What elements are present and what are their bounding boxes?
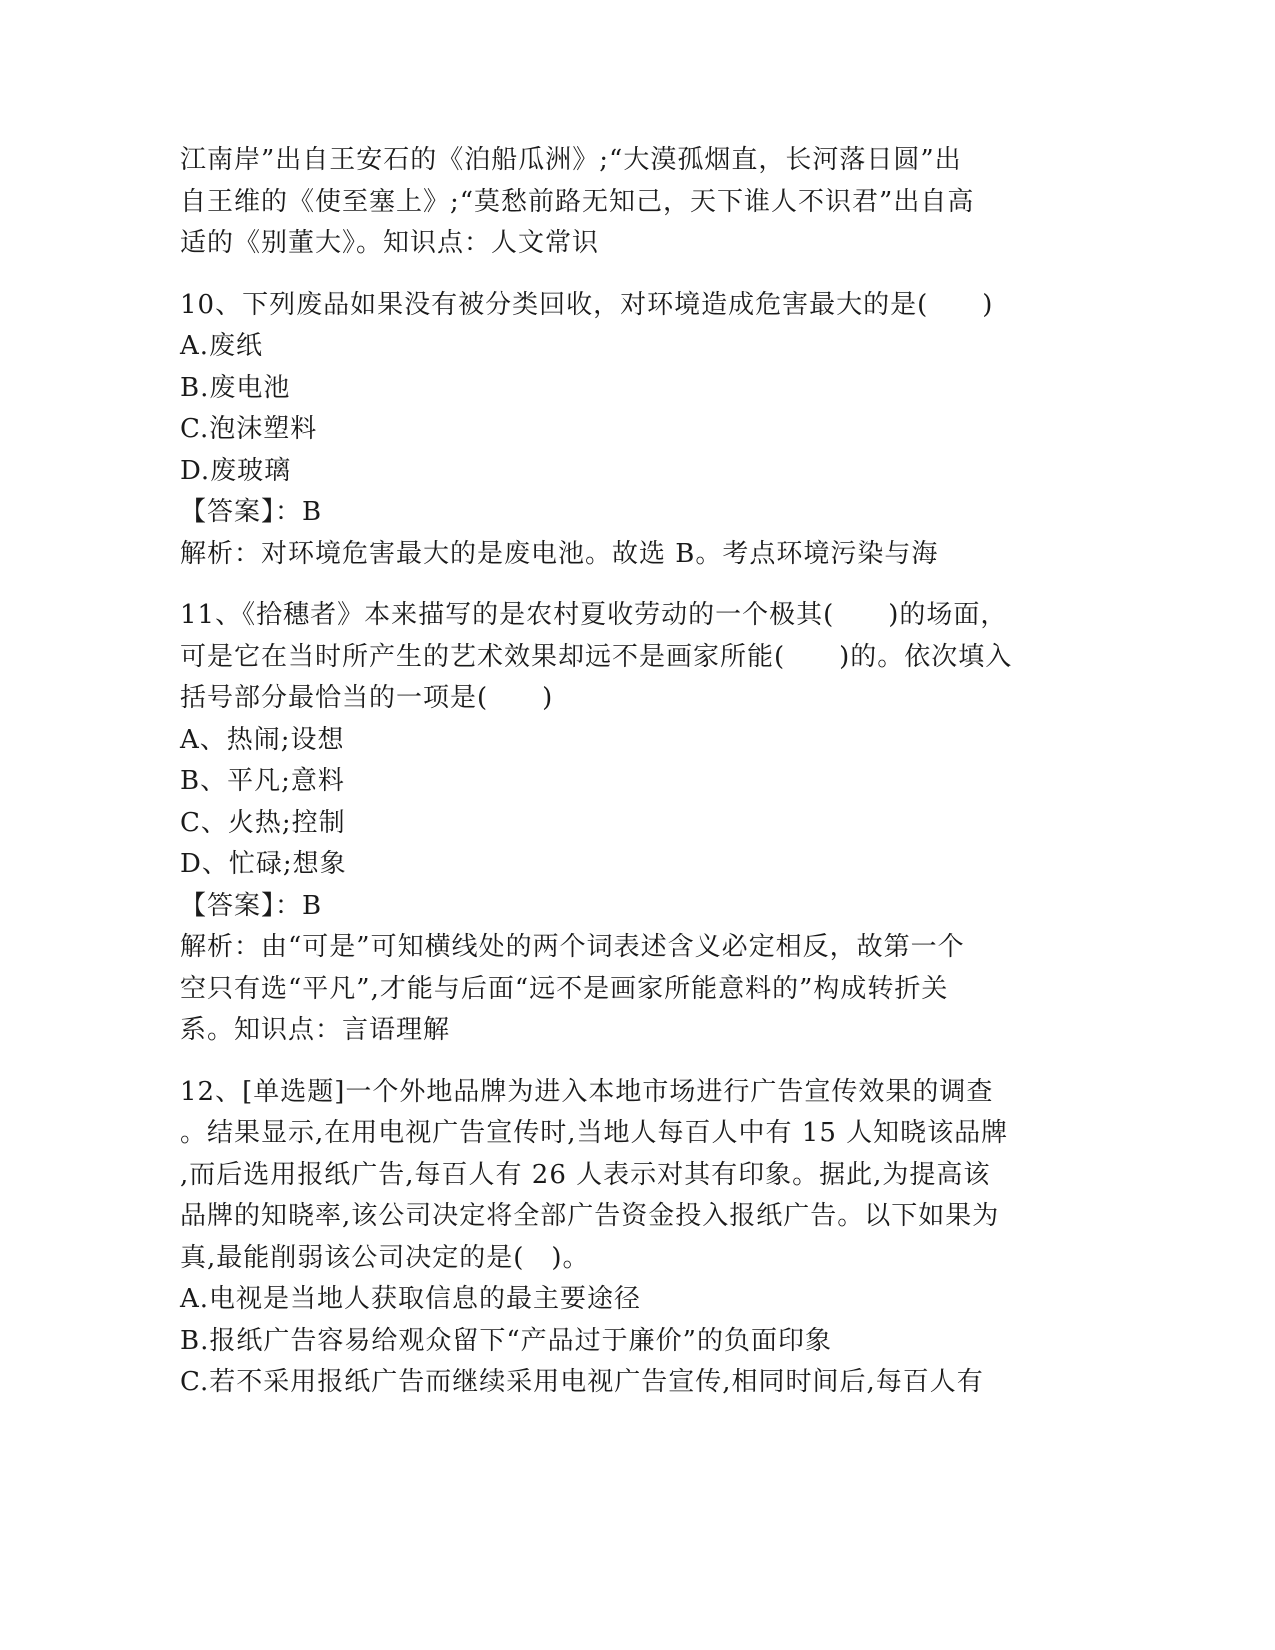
option-b: B.废电池 xyxy=(180,372,291,403)
document-page xyxy=(180,140,1040,1404)
text-line: 江南岸”出自王安石的《泊船瓜洲》;“大漠孤烟直，长河落日圆”出 xyxy=(180,145,962,175)
question-stem: 括号部分最恰当的一项是( ) xyxy=(180,683,554,713)
question-10 xyxy=(180,285,1040,576)
analysis-line: 系。知识点：言语理解 xyxy=(180,1015,451,1045)
question-stem: ,而后选用报纸广告,每百人有 26 人表示对其有印象。据此,为提高该 xyxy=(180,1159,991,1190)
question-stem: 11、《拾穗者》本来描写的是农村夏收劳动的一个极其( )的场面， xyxy=(180,600,1008,630)
option-d: D、忙碌;想象 xyxy=(180,849,347,879)
option-b: B、平凡;意料 xyxy=(180,766,345,796)
question-stem: 品牌的知晓率,该公司决定将全部广告资金投入报纸广告。以下如果为 xyxy=(180,1201,1000,1231)
question-11 xyxy=(180,595,1040,1052)
question-12 xyxy=(180,1072,1040,1404)
question-stem: 12、[单选题]一个外地品牌为进入本地市场进行广告宣传效果的调查 xyxy=(180,1076,994,1107)
analysis-line: 解析：对环境危害最大的是废电池。故选 B。考点环境污染与海 xyxy=(180,538,939,569)
text-line: 自王维的《使至塞上》;“莫愁前路无知己，天下谁人不识君”出自高 xyxy=(180,186,975,217)
option-a: A.废纸 xyxy=(180,331,264,361)
option-a: A、热闹;设想 xyxy=(180,724,345,755)
analysis-line: 空只有选“平凡”,才能与后面“远不是画家所能意料的”构成转折关 xyxy=(180,973,949,1004)
option-d: D.废玻璃 xyxy=(180,455,292,486)
option-a: A.电视是当地人获取信息的最主要途径 xyxy=(180,1284,642,1314)
option-b: B.报纸广告容易给观众留下“产品过于廉价”的负面印象 xyxy=(180,1325,832,1356)
answer-line: 【答案】：B xyxy=(180,890,323,921)
question-stem: 。结果显示,在用电视广告宣传时,当地人每百人中有 15 人知晓该品牌 xyxy=(180,1118,1009,1148)
option-c: C.若不采用报纸广告而继续采用电视广告宣传,相同时间后,每百人有 xyxy=(180,1367,984,1397)
question-stem: 真,最能削弱该公司决定的是( )。 xyxy=(180,1242,590,1273)
text-line: 适的《别董大》。知识点：人文常识 xyxy=(180,228,600,258)
answer-line: 【答案】：B xyxy=(180,497,323,527)
analysis-line: 解析：由“可是”可知横线处的两个词表述含义必定相反，故第一个 xyxy=(180,932,965,962)
question-stem: 可是它在当时所产生的艺术效果却远不是画家所能( )的。依次填入 xyxy=(180,641,1013,672)
question-stem: 10、下列废品如果没有被分类回收，对环境造成危害最大的是( ) xyxy=(180,289,994,320)
previous-answer-continuation xyxy=(180,140,1040,265)
option-c: C.泡沫塑料 xyxy=(180,414,318,444)
option-c: C、火热;控制 xyxy=(180,807,346,838)
